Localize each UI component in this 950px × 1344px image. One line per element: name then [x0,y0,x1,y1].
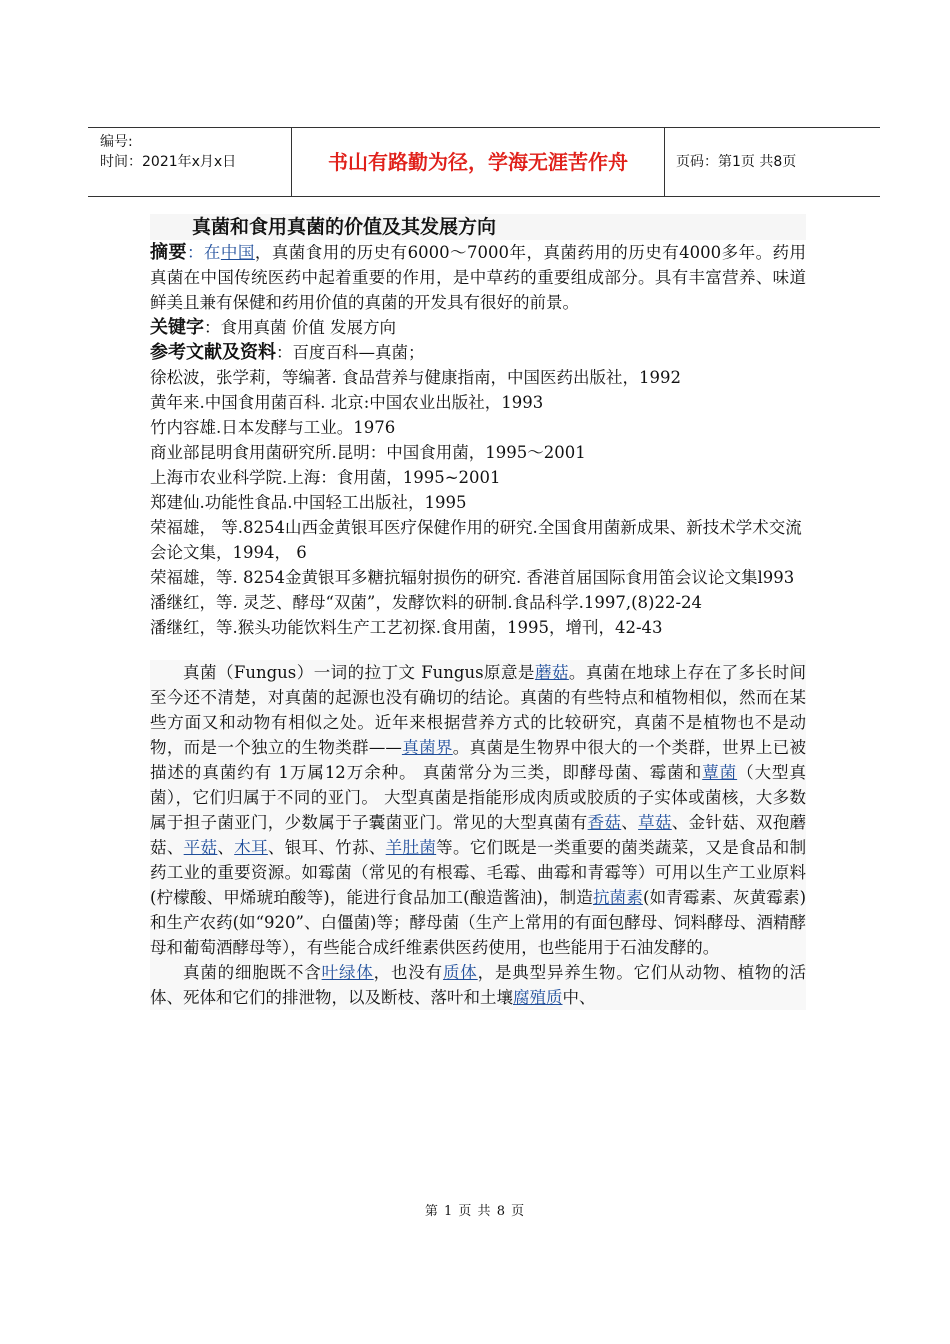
reference-item: 荣福雄， 等.8254山西金黄银耳医疗保健作用的研究.全国食用菌新成果、新技术学术交流会论文集，1994， 6 [150,518,802,562]
reference-item: 徐松波，张学莉，等编著. 食品营养与健康指南，中国医药出版社，1992 [150,368,681,387]
references-first: ：百度百科—真菌； [276,343,425,362]
reference-item: 荣福雄，等. 8254金黄银耳多糖抗辐射损伤的研究. 香港首届国际食用笛会议论文集l993 [150,568,795,587]
link-chloroplast[interactable]: 叶绿体 [321,963,374,982]
paragraph-fungus-cells [150,960,806,1010]
link-wood-ear[interactable]: 木耳 [234,838,268,857]
keywords-text: ：食用真菌 价值 发展方向 [204,318,396,337]
text-run: 。真菌是生物界中很大的一个类群，世界上已被描述的真菌约有 1万属12万余种。 真菌常分为三类，即酵母菌、霉菌和 [150,738,807,782]
document-body [150,214,806,1010]
header-table [88,127,880,197]
abstract-colon: ：在 [186,243,221,262]
reference-item: 潘继红，等.猴头功能饮料生产工艺初探.食用菌，1995，增刊，42-43 [150,618,663,637]
abstract-text: ，真菌食用的历史有6000～7000年，真菌药用的历史有4000多年。药用真菌在中国传统医药中起着重要的作用，是中草药的重要组成部分。具有丰富营养、味道鲜美且兼有保健和药用价值的真菌的开发具有很好的前景。 [150,243,807,312]
number-label: 编号: [100,134,133,150]
link-antibiotics[interactable]: 抗菌素 [593,888,643,907]
text-run: (如青霉素、灰黄霉素)和生产农药(如“920”、白僵菌)等；酵母菌（生产上常用的有面包酵母、饲料酵母、酒精酵母和葡萄酒酵母等），有些能合成纤维素供医药使用，也些能用于石油发酵的。 [150,888,807,957]
page-label: 页码：第1页 共8页 [676,154,797,170]
text-run: 、 [621,813,639,832]
page-footer: 第 1 页 共 8 页 [424,1204,526,1219]
body-text [150,660,806,1010]
link-shiitake[interactable]: 香菇 [587,813,622,832]
link-morel[interactable]: 羊肚菌 [385,838,437,857]
reference-item: 商业部昆明食用菌研究所.昆明：中国食用菌，1995～2001 [150,443,586,462]
link-fungi-kingdom[interactable]: 真菌界 [401,738,453,757]
document-title: 真菌和食用真菌的价值及其发展方向 [150,214,806,240]
link-straw-mushroom[interactable]: 草菇 [638,813,672,832]
keywords [150,315,806,340]
references-heading [150,340,806,365]
link-mushroom[interactable]: 蘑菇 [534,663,569,682]
reference-item: 潘继红，等. 灵芝、酵母“双菌”，发酵饮料的研制.食品科学.1997,(8)22-24 [150,593,703,612]
text-run: 等。它们既是一类重要的菌类蔬菜，又是食品和制药工业的重要资源。如霉菌（常见的有根霉、毛霉、曲霉和青霉等）可用以生产工业原料(柠檬酸、甲烯琥珀酸等)，能进行食品加工(酿造酱油)，制造 [150,838,807,907]
text-run: 、银耳、竹荪、 [267,838,386,857]
paragraph-fungus-intro [150,660,806,960]
text-run: 中、 [562,988,596,1007]
link-plastid[interactable]: 质体 [442,963,478,982]
text-run: 。真菌在地球上存在了多长时间至今还不清楚，对真菌的起源也没有确切的结论。真菌的有些特点和植物相似，然而在某些方面又和动物有相似之处。近年来根据营养方式的比较研究，真菌不是植物也不是动物，而是一个独立的生物类群—— [150,663,806,757]
text-run: 、 [217,838,235,857]
text-run: 真菌（Fungus）一词的拉丁文 Fungus原意是 [183,663,535,682]
time-label: 时间：2021年x月x日 [100,154,237,170]
reference-item: 上海市农业科学院.上海：食用菌，1995~2001 [150,468,501,487]
text-run: 、金针菇、双孢蘑菇、 [150,813,807,857]
link-china[interactable]: 中国 [220,243,255,262]
abstract-label: 摘要 [150,242,187,263]
link-macrofungi[interactable]: 蕈菌 [702,763,738,782]
text-run: ，也没有 [373,963,443,982]
reference-item: 竹内容雄.日本发酵与工业。1976 [150,418,396,437]
header-meta-cell [88,128,292,196]
references-label: 参考文献及资料 [150,342,276,363]
motto: 书山有路勤为径，学海无涯苦作舟 [292,128,665,196]
link-oyster-mushroom[interactable]: 平菇 [183,838,218,857]
abstract [150,240,806,315]
reference-item: 郑建仙.功能性食品.中国轻工出版社，1995 [150,493,467,512]
keywords-label: 关键字 [150,317,204,338]
text-run: ，是典型异养生物。它们从动物、植物的活体、死体和它们的排泄物，以及断枝、落叶和土壤 [150,963,807,1007]
reference-item: 黄年来.中国食用菌百科. 北京:中国农业出版社，1993 [150,393,544,412]
text-run: 真菌的细胞既不含 [183,963,322,982]
link-humus[interactable]: 腐殖质 [513,988,563,1007]
text-run: （大型真菌），它们归属于不同的亚门。 大型真菌是指能形成肉质或胶质的子实体或菌核，大多数属于担子菌亚门，少数属于子囊菌亚门。常见的大型真菌有 [150,763,807,832]
